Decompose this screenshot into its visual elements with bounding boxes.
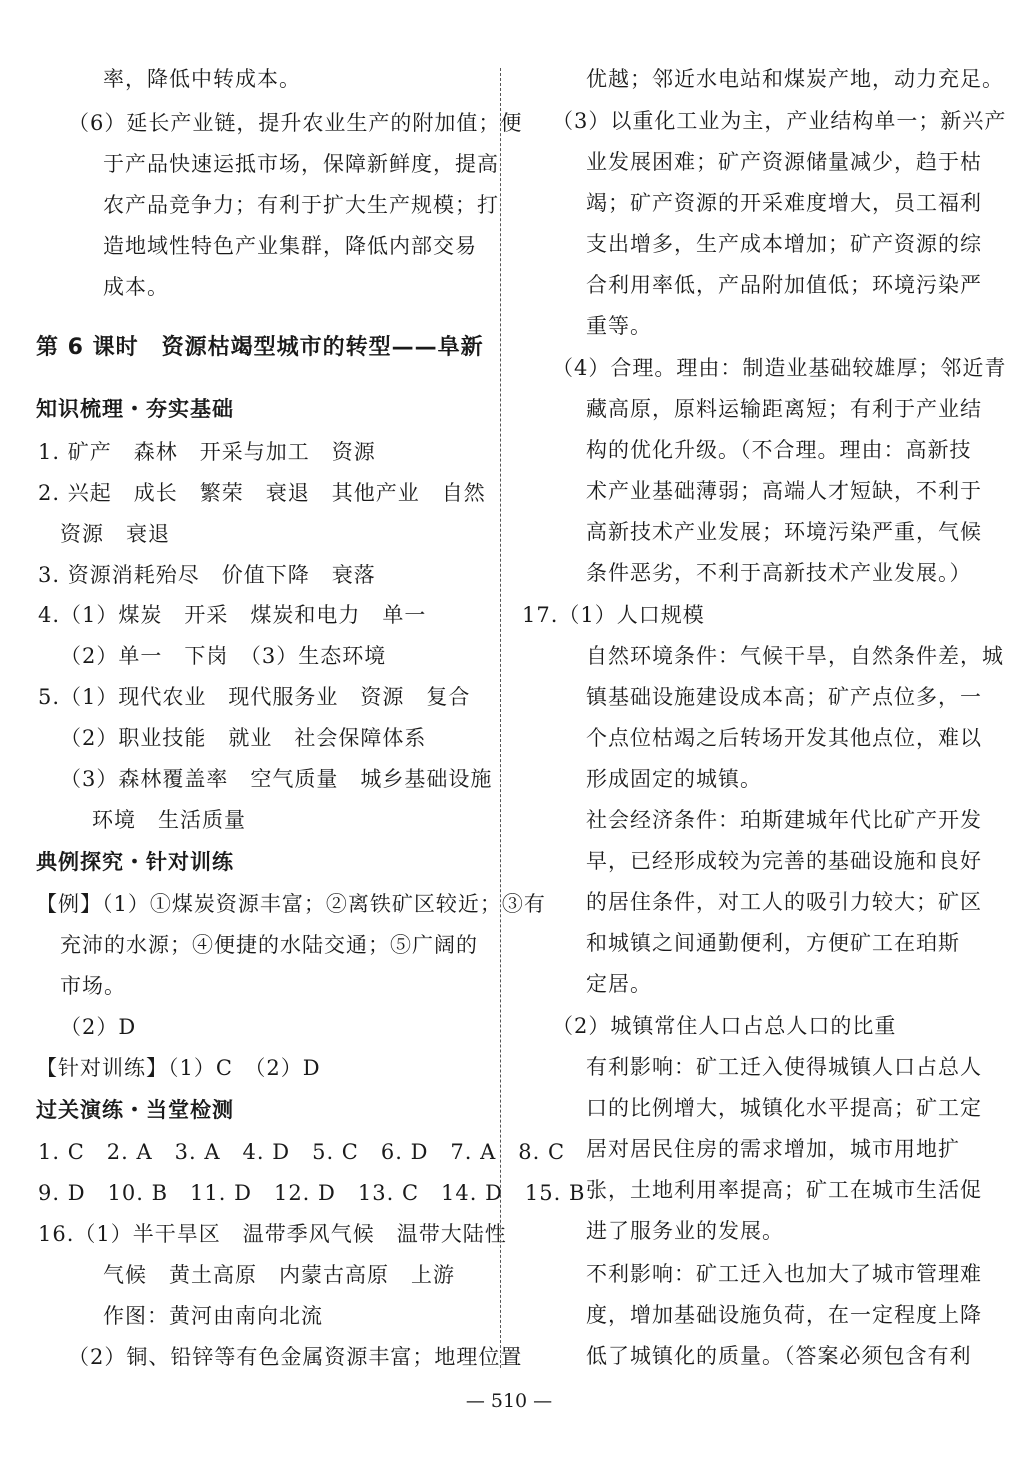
- text-line: 重等。: [586, 314, 652, 338]
- text-line: 支出增多，生产成本增加；矿产资源的综: [586, 232, 982, 256]
- text-line: 的居住条件，对工人的吸引力较大；矿区: [586, 890, 982, 914]
- text-line: 成本。: [103, 275, 169, 299]
- text-line: 藏高原，原料运输距离短；有利于产业结: [586, 397, 982, 421]
- page-number: — 510 —: [465, 1390, 553, 1412]
- text-line: 于产品快速运抵市场，保障新鲜度，提高: [103, 152, 499, 176]
- text-line: 构的优化升级。（不合理。理由：高新技: [586, 438, 972, 462]
- text-line: 社会经济条件：珀斯建城年代比矿产开发: [586, 808, 982, 832]
- answer-line: 充沛的水源；④便捷的水陆交通；⑤广阔的: [60, 933, 478, 957]
- text-line: 条件恶劣，不利于高新技术产业发展。）: [586, 561, 972, 585]
- answer-line: （3）森林覆盖率 空气质量 城乡基础设施: [60, 767, 493, 791]
- answer-line: 1. 矿产 森林 开采与加工 资源: [38, 440, 376, 464]
- section-heading: 知识梳理・夯实基础: [36, 397, 234, 421]
- answer-line: 1. C 2. A 3. A 4. D 5. C 6. D 7. A 8. C: [38, 1140, 566, 1164]
- text-line: 和城镇之间通勤便利，方便矿工在珀斯: [586, 931, 960, 955]
- section-heading: 过关演练・当堂检测: [36, 1098, 234, 1122]
- text-line: 竭；矿产资源的开采难度增大，员工福利: [586, 191, 982, 215]
- text-line: （2）城镇常住人口占总人口的比重: [552, 1014, 897, 1038]
- text-line: 术产业基础薄弱；高端人才短缺，不利于: [586, 479, 982, 503]
- text-line: 定居。: [586, 972, 652, 996]
- answer-line: 环境 生活质量: [92, 808, 246, 832]
- answer-line: 气候 黄土高原 内蒙古高原 上游: [103, 1263, 455, 1287]
- answer-line: 5.（1）现代农业 现代服务业 资源 复合: [38, 685, 471, 709]
- text-line: （4）合理。理由：制造业基础较雄厚；邻近青: [552, 356, 1007, 380]
- answer-line: 4.（1）煤炭 开采 煤炭和电力 单一: [38, 603, 427, 627]
- answer-line: 16.（1）半干旱区 温带季风气候 温带大陆性: [38, 1222, 507, 1246]
- answer-line: 市场。: [60, 974, 126, 998]
- text-line: 口的比例增大，城镇化水平提高；矿工定: [586, 1096, 982, 1120]
- answer-line: 【例】（1）①煤炭资源丰富；②离铁矿区较近；③有: [36, 892, 546, 916]
- answer-line: 9. D 10. B 11. D 12. D 13. C 14. D 15. B: [38, 1181, 586, 1205]
- answer-line: （2）铜、铅锌等有色金属资源丰富；地理位置: [68, 1345, 523, 1369]
- text-line: 农产品竞争力；有利于扩大生产规模；打: [103, 193, 499, 217]
- text-line: 张，土地利用率提高；矿工在城市生活促: [586, 1178, 982, 1202]
- section-heading: 典例探究・针对训练: [36, 850, 234, 874]
- lesson-title: 第 6 课时 资源枯竭型城市的转型——阜新: [36, 335, 484, 360]
- text-line: 造地域性特色产业集群，降低内部交易: [103, 234, 477, 258]
- text-line: 度，增加基础设施负荷，在一定程度上降: [586, 1303, 982, 1327]
- text-line: 自然环境条件：气候干旱，自然条件差，城: [586, 644, 1004, 668]
- text-line: 镇基础设施建设成本高；矿产点位多，一: [586, 685, 982, 709]
- answer-line: 2. 兴起 成长 繁荣 衰退 其他产业 自然: [38, 481, 486, 505]
- text-line: 早，已经形成较为完善的基础设施和良好: [586, 849, 982, 873]
- text-line: 有利影响：矿工迁入使得城镇人口占总人: [586, 1055, 982, 1079]
- text-line: 居对居民住房的需求增加，城市用地扩: [586, 1137, 960, 1161]
- answer-line: 资源 衰退: [60, 522, 170, 546]
- text-line: 优越；邻近水电站和煤炭产地，动力充足。: [586, 67, 1004, 91]
- answer-line: 3. 资源消耗殆尽 价值下降 衰落: [38, 563, 376, 587]
- text-line: 业发展困难；矿产资源储量减少，趋于枯: [586, 150, 982, 174]
- text-line: （6）延长产业链，提升农业生产的附加值；便: [68, 111, 523, 135]
- text-line: 进了服务业的发展。: [586, 1219, 784, 1243]
- text-line: 合利用率低，产品附加值低；环境污染严: [586, 273, 982, 297]
- answer-line: （2）D: [60, 1015, 137, 1039]
- column-divider: [500, 68, 501, 1368]
- text-line: 不利影响：矿工迁入也加大了城市管理难: [586, 1262, 982, 1286]
- answer-line: （2）单一 下岗 （3）生态环境: [60, 644, 387, 668]
- text-line: 17.（1）人口规模: [522, 603, 705, 627]
- text-line: 低了城镇化的质量。（答案必须包含有利: [586, 1344, 972, 1368]
- answer-line: 作图：黄河由南向北流: [103, 1304, 323, 1328]
- text-line: （3）以重化工业为主，产业结构单一；新兴产: [552, 109, 1007, 133]
- answer-line: 【针对训练】（1）C （2）D: [36, 1056, 321, 1080]
- text-line: 个点位枯竭之后转场开发其他点位，难以: [586, 726, 982, 750]
- answer-line: （2）职业技能 就业 社会保障体系: [60, 726, 427, 750]
- text-line: 高新技术产业发展；环境污染严重，气候: [586, 520, 982, 544]
- text-line: 形成固定的城镇。: [586, 767, 762, 791]
- text-line: 率，降低中转成本。: [103, 67, 301, 91]
